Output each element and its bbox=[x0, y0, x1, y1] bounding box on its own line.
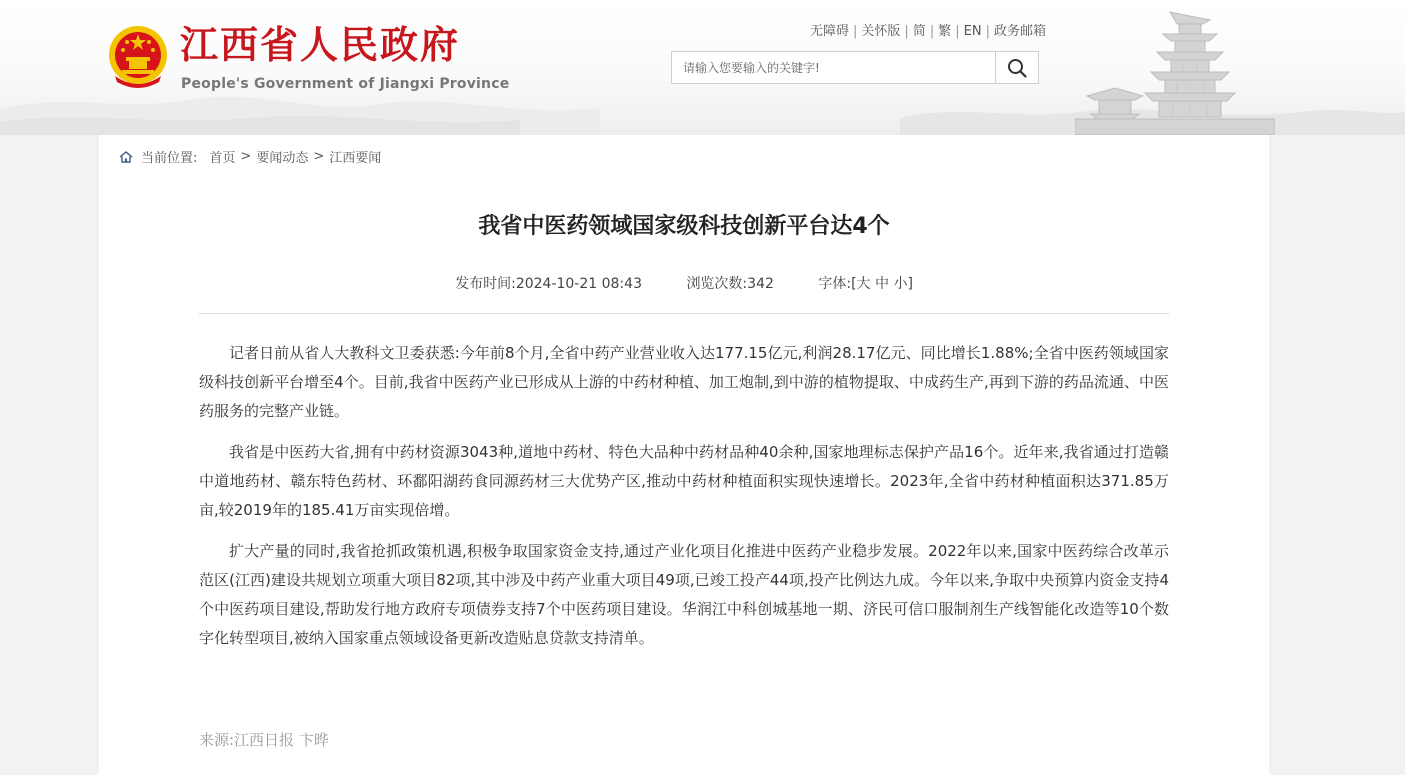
article-paragraph: 扩大产量的同时,我省抢抓政策机遇,积极争取国家资金支持,通过产业化项目化推进中医药产业稳步发展。2022年以来,国家中医药综合改革示范区(江西)建设共规划立项重大项目82项,其中涉及中药产业重大项目49项,已竣工投产44项,投产比例达九成。今年以来,争取中央预算内资金支持4个中医药项目建设,帮助发行地方政府专项债券支持7个中医药项目建设。华润江中科创城基地一期、济民可信口服制剂生产线智能化改造等10个数字化转型项目,被纳入国家重点领域设备更新改造贴息贷款支持清单。 bbox=[199, 542, 1169, 647]
top-link-accessibility[interactable]: 无障碍 bbox=[810, 24, 850, 39]
font-size-control: 字体:[大 中 小] bbox=[818, 276, 913, 292]
national-emblem-icon bbox=[107, 24, 169, 90]
font-size-large[interactable]: 大 bbox=[856, 276, 871, 292]
breadcrumb bbox=[119, 147, 381, 166]
font-size-medium[interactable]: 中 bbox=[874, 276, 889, 292]
article-card bbox=[99, 135, 1269, 775]
article-paragraph: 记者日前从省人大教科文卫委获悉:今年前8个月,全省中药产业营业收入达177.15亿元,利润28.17亿元、同比增长1.88%;全省中医药领域国家级科技创新平台增至4个。目前,我省中医药产业已形成从上游的中药材种植、加工炮制,到中游的植物提取、中成药生产,再到下游的药品流通、中医药服务的完整产业链。 bbox=[199, 344, 1169, 420]
search-input[interactable] bbox=[672, 52, 998, 83]
site-subtitle: People's Government of Jiangxi Province bbox=[181, 76, 510, 92]
top-link-simplified[interactable]: 简 bbox=[912, 24, 926, 39]
view-count bbox=[686, 276, 773, 292]
breadcrumb-home[interactable]: 首页 bbox=[209, 151, 236, 166]
breadcrumb-jiangxi-news[interactable]: 江西要闻 bbox=[329, 151, 382, 166]
breadcrumb-news[interactable]: 要闻动态 bbox=[256, 151, 309, 166]
top-link-care-mode[interactable]: 关怀版 bbox=[861, 24, 901, 39]
top-link-english[interactable]: EN bbox=[963, 24, 982, 39]
title-divider bbox=[199, 313, 1169, 314]
top-links: 无障碍 | 关怀版 | 简 | 繁 | EN | 政务邮箱 bbox=[810, 24, 1046, 39]
site-title: 江西省人民政府 bbox=[180, 22, 461, 67]
top-link-traditional[interactable]: 繁 bbox=[938, 24, 952, 39]
article-body bbox=[199, 339, 1169, 665]
pagoda-illustration bbox=[1075, 8, 1275, 135]
views-value: 342 bbox=[747, 276, 774, 292]
article-paragraph: 我省是中医药大省,拥有中药材资源3043种,道地中药材、特色大品种中药材品种40余种,国家地理标志保护产品16个。近年来,我省通过打造赣中道地药材、赣东特色药材、环鄱阳湖药食同源药材三大优势产区,推动中药材种植面积实现快速增长。2023年,全省中药材种植面积达371.85万亩,较2019年的185.41万亩实现倍增。 bbox=[199, 443, 1169, 519]
article-title: 我省中医药领域国家级科技创新平台达4个 bbox=[478, 214, 890, 239]
font-size-small[interactable]: 小 bbox=[893, 276, 908, 292]
publish-label: 发布时间: bbox=[455, 276, 516, 292]
search-box bbox=[671, 51, 1039, 84]
site-header bbox=[0, 0, 1405, 135]
views-label: 浏览次数: bbox=[686, 276, 748, 292]
font-label: 字体: bbox=[818, 276, 852, 292]
article-source: 来源:江西日报 卞晔 bbox=[199, 731, 329, 749]
breadcrumb-separator: > bbox=[313, 149, 325, 164]
publish-value: 2024-10-21 08:43 bbox=[515, 276, 642, 292]
search-icon bbox=[1007, 58, 1027, 78]
home-icon bbox=[119, 151, 133, 163]
publish-time bbox=[455, 276, 642, 292]
breadcrumb-separator: > bbox=[240, 149, 252, 164]
article-meta bbox=[99, 273, 1269, 293]
breadcrumb-label: 当前位置: bbox=[141, 151, 198, 166]
search-button[interactable] bbox=[995, 52, 1038, 83]
top-link-gov-email[interactable]: 政务邮箱 bbox=[993, 24, 1046, 39]
